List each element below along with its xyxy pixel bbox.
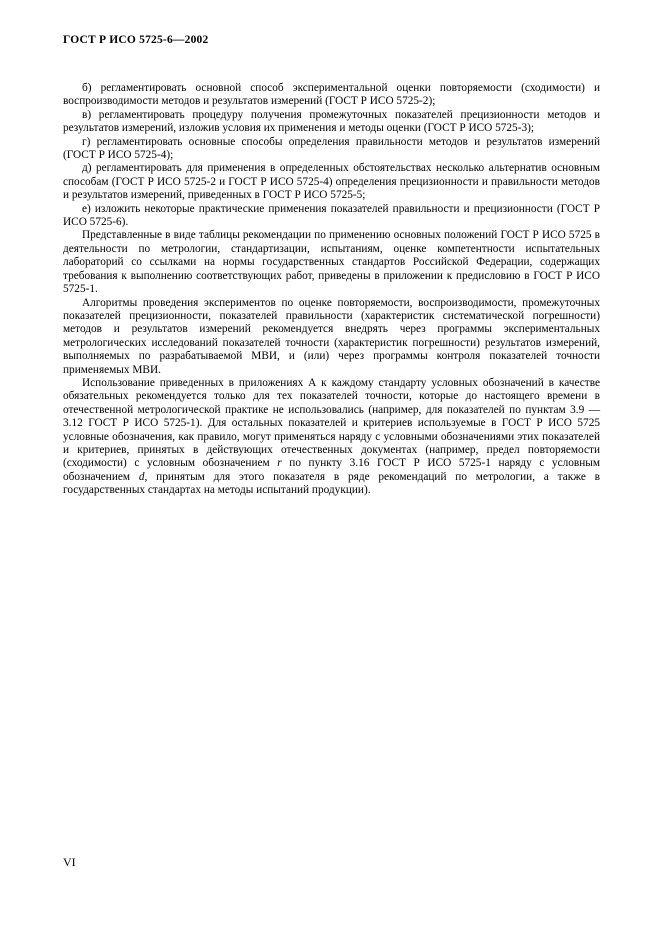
paragraph-run: , принятым для этого показателя в ряде рекомендаций по метрологии, а также в государственных стандартах на методы испытаний продукции). — [63, 470, 601, 497]
paragraph — [63, 297, 600, 377]
paragraph-run: Использование приведенных в приложениях А к каждому стандарту условных обозначений в качестве обязательных рекомендуется только для тех показателей точности, которые до настоящего времени в отечественной метрологической практике не использовались (например, для показателей по пунктам 3.9 — 3.12 ГОСТ Р ИСО 5725-1). Для остальных показателей и критериев используемые в ГОСТ Р ИСО 5725 условные обозначения, как правило, могут применяться наряду с условными обозначениями этих показателей и критериев, принятых в действующих отечественных документах (например, предел повторяемости (сходимости) с условным обозначением — [63, 376, 600, 470]
document-body — [63, 82, 600, 498]
paragraph-run-italic: r — [277, 457, 282, 470]
paragraph-run: Представленные в виде таблицы рекомендации по применению основных положений ГОСТ Р ИСО 5725 в деятельности по метрологии, стандартизации, испытаниям, оценке компетентности испытательных лабораторий со ссылками на нормы государственных стандартов Российской Федерации, содержащих требования к выполнению соответствующих работ, приведены в приложении к предисловию в ГОСТ Р ИСО 5725-1. — [63, 229, 600, 296]
paragraph-run: г) регламентировать основные способы определения правильности методов и результатов измерений (ГОСТ Р ИСО 5725-4); — [63, 135, 600, 162]
paragraph — [63, 136, 600, 163]
paragraph — [63, 229, 600, 296]
page-number: VI — [63, 855, 76, 869]
paragraph-run: е) изложить некоторые практические применения показателей правильности и прецизионности (ГОСТ Р ИСО 5725-6). — [63, 202, 600, 229]
document-header-title: ГОСТ Р ИСО 5725-6—2002 — [63, 34, 209, 46]
paragraph-run: по пункту 3.16 ГОСТ Р ИСО 5725-1 наряду с условным обозначением — [63, 457, 600, 483]
paragraph-run-italic: d — [138, 470, 145, 483]
paragraph-run: Алгоритмы проведения экспериментов по оценке повторяемости, воспроизводимости, промежуточных показателей прецизионности, показателей правильности (характеристик систематической погрешности) методов и результатов измерений рекомендуется внедрять через программы экспериментальных метрологических исследований показателей точности (характеристик погрешности) результатов измерений, выполняемых по разрабатываемой МВИ, и (или) через программы контроля показателей точности применяемых МВИ. — [63, 296, 600, 376]
paragraph-run: б) регламентировать основной способ экспериментальной оценки повторяемости (сходимости) и воспроизводимости методов и результатов измерений (ГОСТ Р ИСО 5725-2); — [63, 82, 600, 108]
paragraph — [63, 162, 600, 202]
paragraph — [63, 82, 600, 109]
paragraph — [63, 203, 600, 230]
paragraph — [63, 109, 600, 136]
paragraph-run: в) регламентировать процедуру получения промежуточных показателей прецизионности методов и результатов измерений, изложив условия их применения и методы оценки (ГОСТ Р ИСО 5725-3); — [63, 108, 600, 135]
paragraph-run: д) регламентировать для применения в определенных обстоятельствах несколько альтернатив основным способам (ГОСТ Р ИСО 5725-2 и ГОСТ Р ИСО 5725-4) определения прецизионности и правильности методов и результатов измерений, приведенных в ГОСТ Р ИСО 5725-5; — [63, 162, 600, 202]
paragraph — [63, 377, 600, 498]
